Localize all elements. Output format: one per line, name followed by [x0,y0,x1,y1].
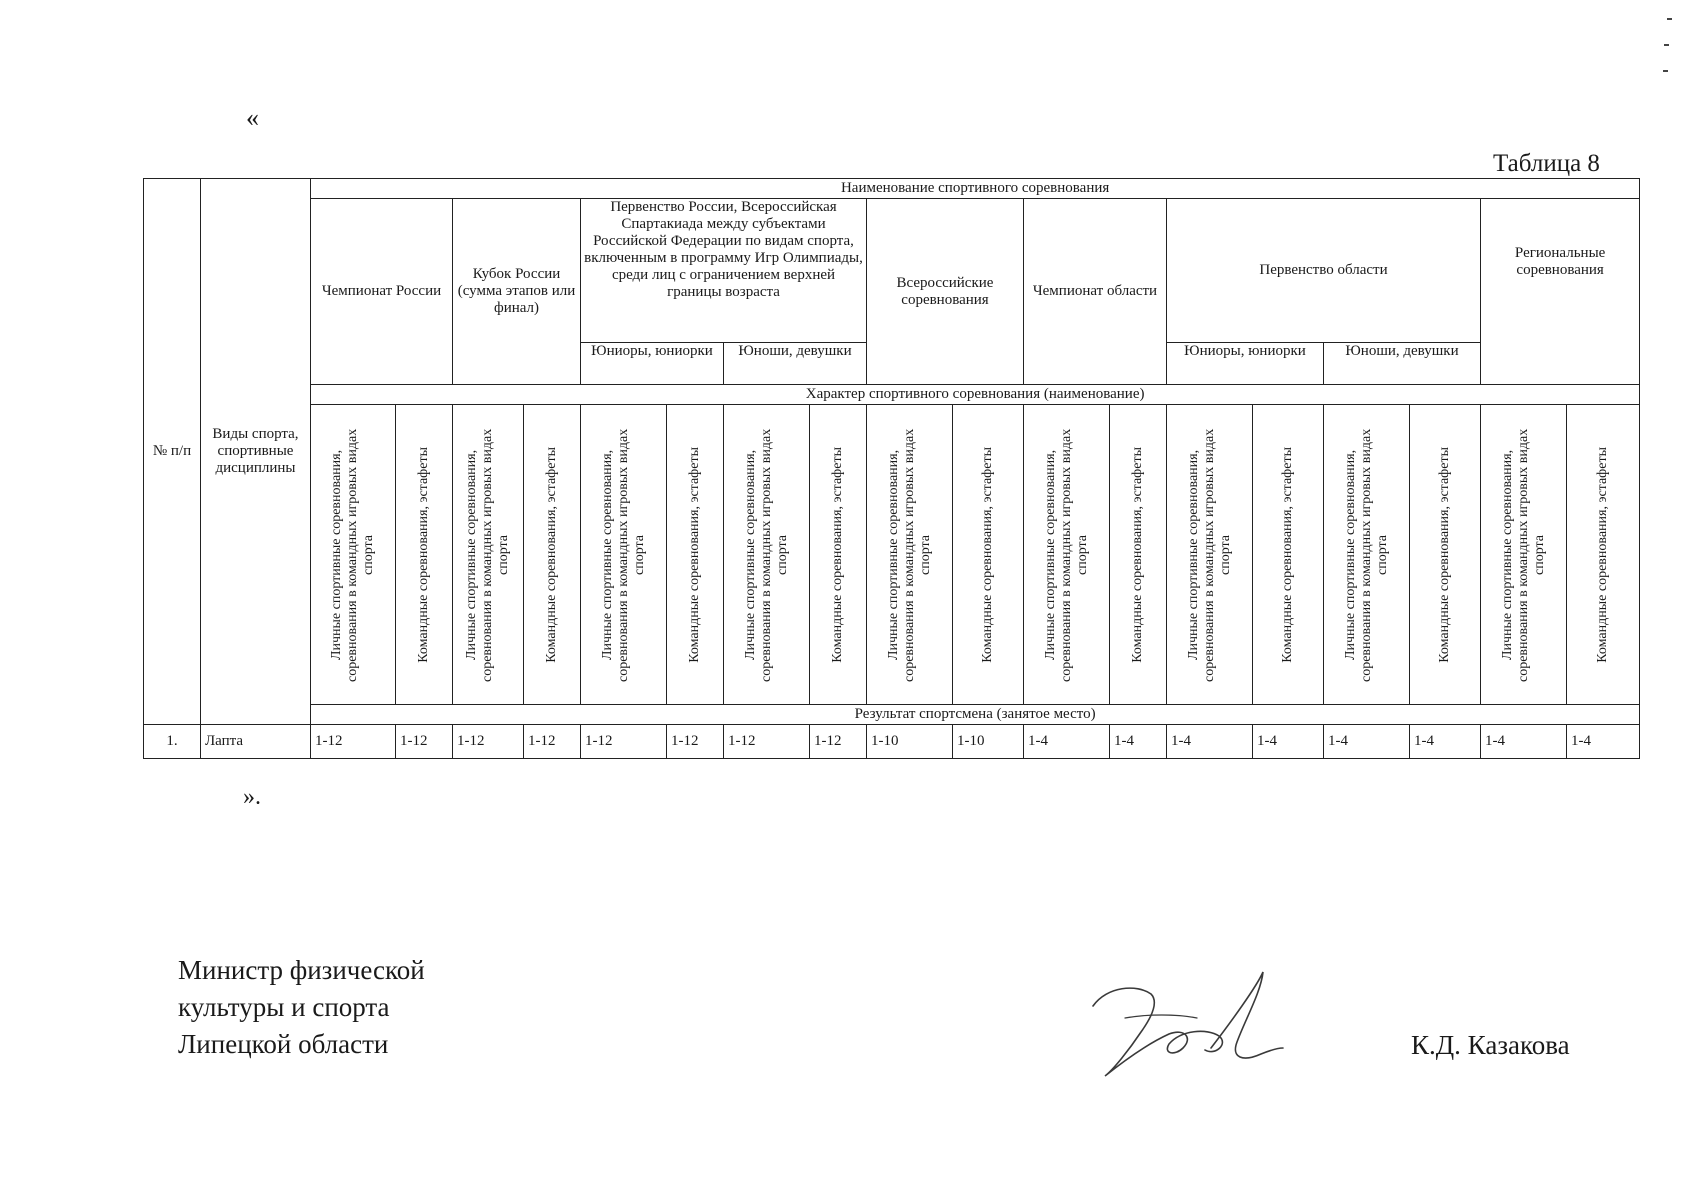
character-team: Командные соревнования, эстафеты [687,446,702,663]
result-cell: 1-12 [311,725,396,759]
character-team: Командные соревнования, эстафеты [416,446,431,663]
subgroup-juniors: Юниоры, юниорки [1167,343,1324,385]
character-team: Командные соревнования, эстафеты [1130,446,1145,663]
competition-russia-championship: Чемпионат России [311,199,453,385]
row-sport: Лапта [201,725,311,759]
result-cell: 1-4 [1567,725,1640,759]
row-number: 1. [144,725,201,759]
result-cell: 1-10 [953,725,1024,759]
character-personal: Личные спортивные соревнования, соревнования в командных игровых видах спорта [885,427,933,682]
result-cell: 1-10 [867,725,953,759]
result-cell: 1-12 [667,725,724,759]
signatory-name: К.Д. Казакова [1411,1030,1570,1060]
signatory-title-line: культуры и спорта [178,992,390,1022]
competition-regional: Региональные соревнования [1481,199,1640,385]
competition-all-russian: Всероссийские соревнования [867,199,1024,385]
result-cell: 1-4 [1324,725,1410,759]
result-cell: 1-4 [1024,725,1110,759]
character-personal: Личные спортивные соревнования, соревнования в командных игровых видах спорта [1185,427,1233,682]
character-personal: Личные спортивные соревнования, соревнования в командных игровых видах спорта [329,427,376,682]
table-row [144,725,1640,759]
result-cell: 1-4 [1110,725,1167,759]
handwritten-signature [1085,958,1285,1083]
character-personal: Личные спортивные соревнования, соревнования в командных игровых видах спорта [464,427,511,682]
character-personal: Личные спортивные соревнования, соревнования в командных игровых видах спорта [1042,427,1090,682]
character-personal: Личные спортивные соревнования, соревнования в командных игровых видах спорта [1342,427,1390,682]
result-cell: 1-12 [810,725,867,759]
scan-artifact [1663,70,1668,72]
closing-quote: ». [243,784,261,810]
character-personal: Личные спортивные соревнования, соревнования в командных игровых видах спорта [599,427,647,682]
result-cell: 1-4 [1410,725,1481,759]
character-personal: Личные спортивные соревнования, соревнования в командных игровых видах спорта [1499,427,1547,682]
competition-region-youth-championship: Первенство области [1167,199,1481,343]
competition-table [143,178,1640,759]
result-cell: 1-4 [1253,725,1324,759]
character-personal: Личные спортивные соревнования, соревнования в командных игровых видах спорта [742,427,790,682]
competition-russia-youth-championship: Первенство России, Всероссийская Спартакиада между субъектами Российской Федерации по видам спорта, включенным в программу Игр Олимпиады, среди лиц с ограничением верхней границы возраста [581,199,867,343]
header-result: Результат спортсмена (занятое место) [311,705,1640,725]
subgroup-youth: Юноши, девушки [1324,343,1481,385]
header-sport: Виды спорта, спортивные дисциплины [201,179,311,725]
result-cell: 1-12 [453,725,524,759]
result-cell: 1-12 [581,725,667,759]
result-cell: 1-12 [524,725,581,759]
subgroup-youth: Юноши, девушки [724,343,867,385]
character-team: Командные соревнования, эстафеты [830,446,845,663]
table-caption: Таблица 8 [1493,150,1600,177]
signatory-title-line: Липецкой области [178,1029,389,1059]
signatory-title [178,952,425,1063]
character-team: Командные соревнования, эстафеты [980,446,995,663]
header-competition-name: Наименование спортивного соревнования [311,179,1640,199]
header-number: № п/п [144,179,201,725]
scan-artifact [1667,18,1672,20]
result-cell: 1-12 [396,725,453,759]
result-cell: 1-12 [724,725,810,759]
scan-artifact [1664,44,1669,46]
character-team: Командные соревнования, эстафеты [544,446,559,663]
opening-quote: « [246,103,259,132]
character-team: Командные соревнования, эстафеты [1595,446,1611,663]
signatory-title-line: Министр физической [178,955,425,985]
competition-region-championship: Чемпионат области [1024,199,1167,385]
result-cell: 1-4 [1167,725,1253,759]
header-competition-character: Характер спортивного соревнования (наименование) [311,385,1640,405]
character-team: Командные соревнования, эстафеты [1280,446,1295,663]
character-team: Командные соревнования, эстафеты [1437,446,1452,663]
result-cell: 1-4 [1481,725,1567,759]
subgroup-juniors: Юниоры, юниорки [581,343,724,385]
competition-russia-cup: Кубок России (сумма этапов или финал) [453,199,581,385]
